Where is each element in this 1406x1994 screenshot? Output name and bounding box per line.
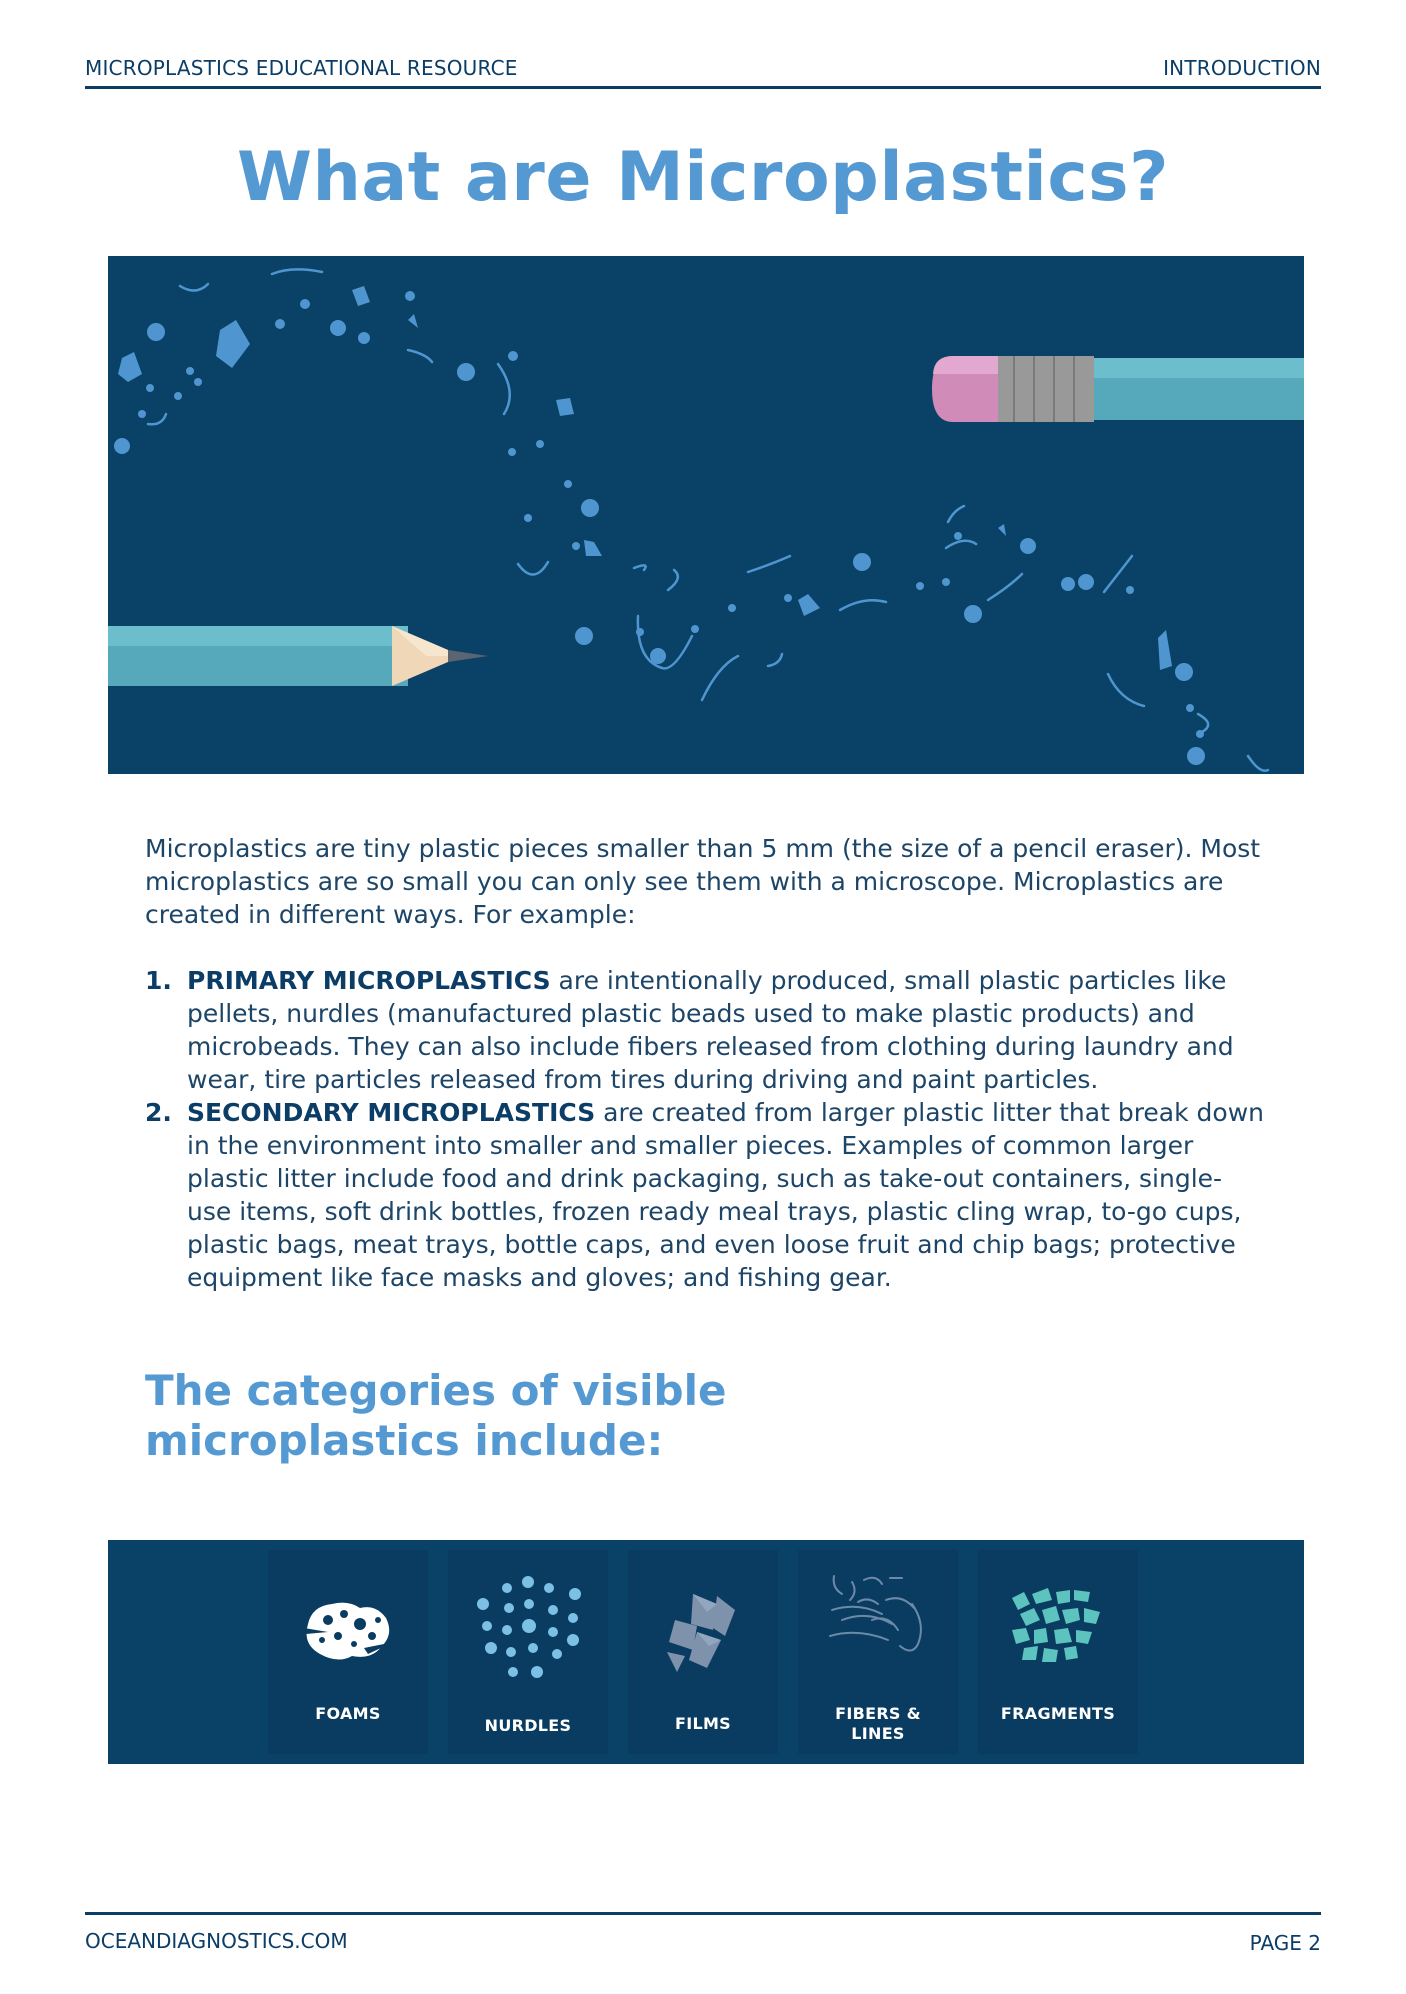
list-number: 1. (145, 966, 172, 995)
category-label: FIBERS & (835, 1704, 921, 1723)
header-section-name: INTRODUCTION (1163, 56, 1321, 80)
definition-text: are created from larger plastic litter that break down in the environment into smaller and smaller pieces. Examples of common larger plastic litter include food and drink packaging, such as take-out containers, single-use items, soft drink bottles, frozen ready meal trays, plastic cling wrap, to-go cups, plastic bags, meat trays, bottle caps, and even loose fruit and chip bags; protective equipment like face masks and gloves; and fishing gear. (187, 1098, 1265, 1292)
definition-text: are intentionally produced, small plastic particles like pellets, nurdles (manufactured plastic beads used to make plastic products) and microbeads. They can also include fibers released from clothing during laundry and wear, tire particles released from tires during driving and paint particles. (187, 966, 1234, 1094)
category-label: FRAGMENTS (1000, 1704, 1116, 1723)
category-label: FOAMS (315, 1704, 381, 1723)
list-item (145, 1096, 1265, 1294)
category-label: FILMS (674, 1714, 732, 1733)
category-nurdles (448, 1550, 608, 1754)
page-number: PAGE 2 (1249, 1931, 1321, 1955)
category-label: NURDLES (484, 1716, 572, 1735)
eraser-pencil (932, 356, 1304, 422)
definition-list (145, 964, 1265, 1294)
foam-icon (298, 1584, 398, 1664)
list-item (145, 964, 1265, 1096)
hero-illustration (108, 256, 1304, 774)
fragments-icon (1008, 1588, 1108, 1668)
category-fibers-lines (798, 1550, 958, 1754)
page-footer (85, 1912, 1321, 1955)
films-icon (663, 1590, 743, 1680)
page-header (85, 52, 1321, 89)
header-resource-title: MICROPLASTICS EDUCATIONAL RESOURCE (85, 56, 518, 80)
footer-website: OCEANDIAGNOSTICS.COM (85, 1929, 348, 1953)
category-films (628, 1550, 778, 1754)
category-fragments (978, 1550, 1138, 1754)
nurdles-icon (473, 1574, 583, 1684)
list-number: 2. (145, 1098, 172, 1127)
category-label: LINES (851, 1724, 905, 1743)
term-primary-microplastics: PRIMARY MICROPLASTICS (187, 966, 551, 995)
categories-band (108, 1540, 1304, 1764)
pencil (108, 626, 488, 686)
pencil-eraser-illustration (108, 256, 1304, 774)
term-secondary-microplastics: SECONDARY MICROPLASTICS (187, 1098, 596, 1127)
page-title: What are Microplastics? (236, 138, 1170, 217)
intro-paragraph: Microplastics are tiny plastic pieces smaller than 5 mm (the size of a pencil eraser). Most microplastics are so small you can only see them with a microscope. Microplastics are created in different ways. For example: (145, 834, 1261, 929)
categories-heading: The categories of visible microplastics include: (145, 1366, 727, 1465)
fiber-trail (148, 269, 1268, 770)
fibers-lines-icon (828, 1574, 928, 1664)
category-foams (268, 1550, 428, 1754)
